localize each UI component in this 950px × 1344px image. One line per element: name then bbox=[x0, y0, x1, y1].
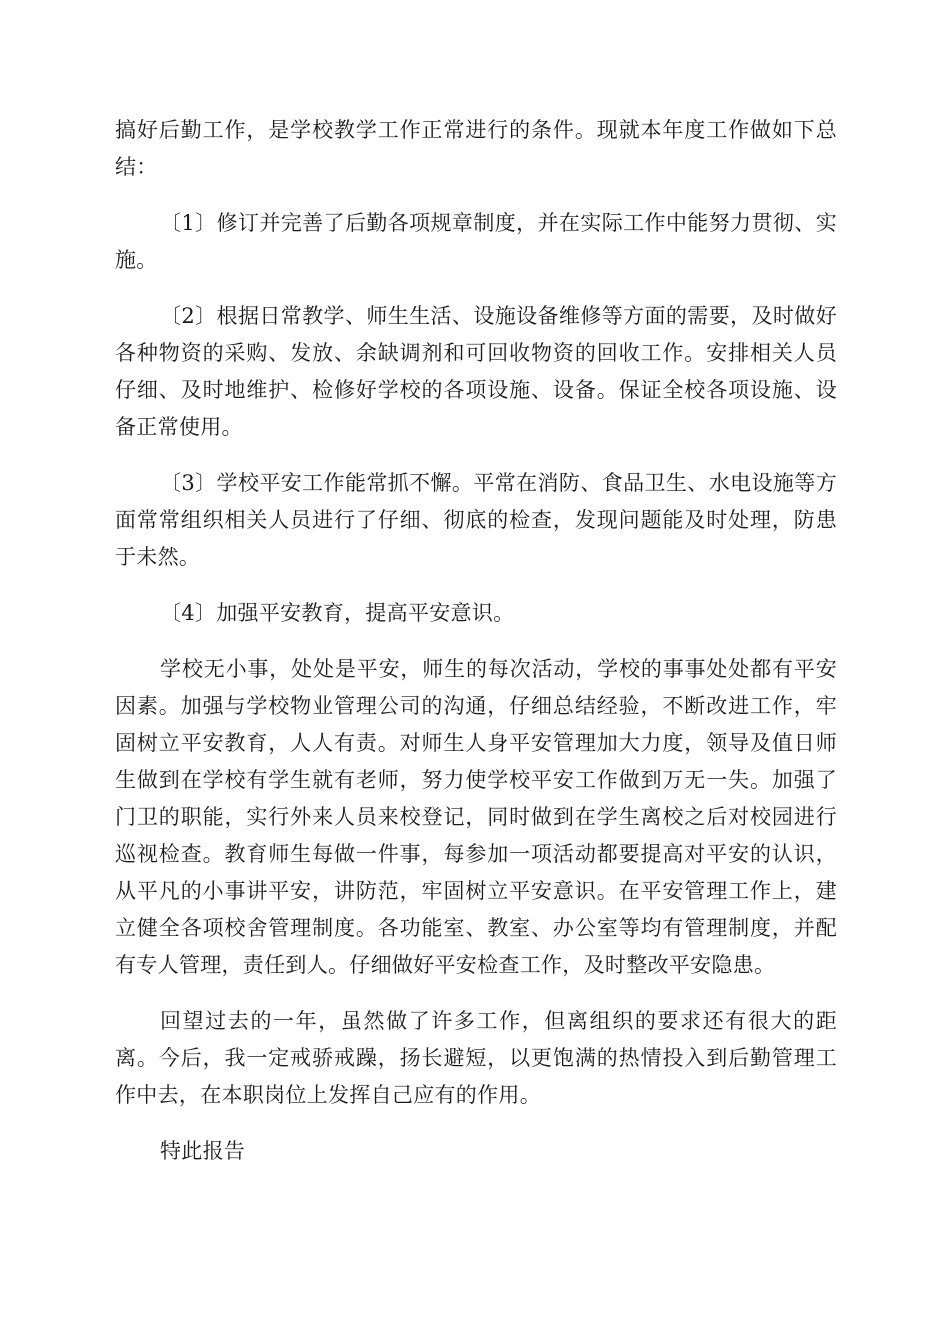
item-4-paragraph: 〔4〕加强平安教育，提高平安意识。 bbox=[160, 601, 515, 625]
document-body bbox=[115, 112, 837, 1189]
item-1-paragraph: 〔1〕修订并完善了后勤各项规章制度，并在实际工作中能努力贯彻、实施。 bbox=[115, 211, 837, 272]
review-paragraph: 回望过去的一年，虽然做了许多工作，但离组织的要求还有很大的距离。今后，我一定戒骄戒躁，扬长避短，以更饱满的热情投入到后勤管理工作中去，在本职岗位上发挥自己应有的作用。 bbox=[115, 1009, 837, 1107]
item-3-paragraph: 〔3〕学校平安工作能常抓不懈。平常在消防、食品卫生、水电设施等方面常常组织相关人员进行了仔细、彻底的检查，发现问题能及时处理，防患于未然。 bbox=[115, 471, 837, 569]
safety-paragraph: 学校无小事，处处是平安，师生的每次活动，学校的事事处处都有平安因素。加强与学校物业管理公司的沟通，仔细总结经验，不断改进工作，牢固树立平安教育，人人有责。对师生人身平安管理加大力度，领导及值日师生做到在学校有学生就有老师，努力使学校平安工作做到万无一失。加强了门卫的职能，实行外来人员来校登记，同时做到在学生离校之后对校园进行巡视检查。教育师生每做一件事，每参加一项活动都要提高对平安的认识，从平凡的小事讲平安，讲防范，牢固树立平安意识。在平安管理工作上，建立健全各项校舍管理制度。各功能室、教室、办公室等均有管理制度，并配有专人管理，责任到人。仔细做好平安检查工作，及时整改平安隐患。 bbox=[115, 657, 837, 977]
item-2-paragraph: 〔2〕根据日常教学、师生生活、设施设备维修等方面的需要，及时做好各种物资的采购、发放、余缺调剂和可回收物资的回收工作。安排相关人员仔细、及时地维护、检修好学校的各项设施、设备。保证全校各项设施、设备正常使用。 bbox=[115, 304, 837, 439]
closing-paragraph: 特此报告 bbox=[160, 1139, 246, 1163]
intro-paragraph: 搞好后勤工作，是学校教学工作正常进行的条件。现就本年度工作做如下总结： bbox=[115, 118, 837, 179]
